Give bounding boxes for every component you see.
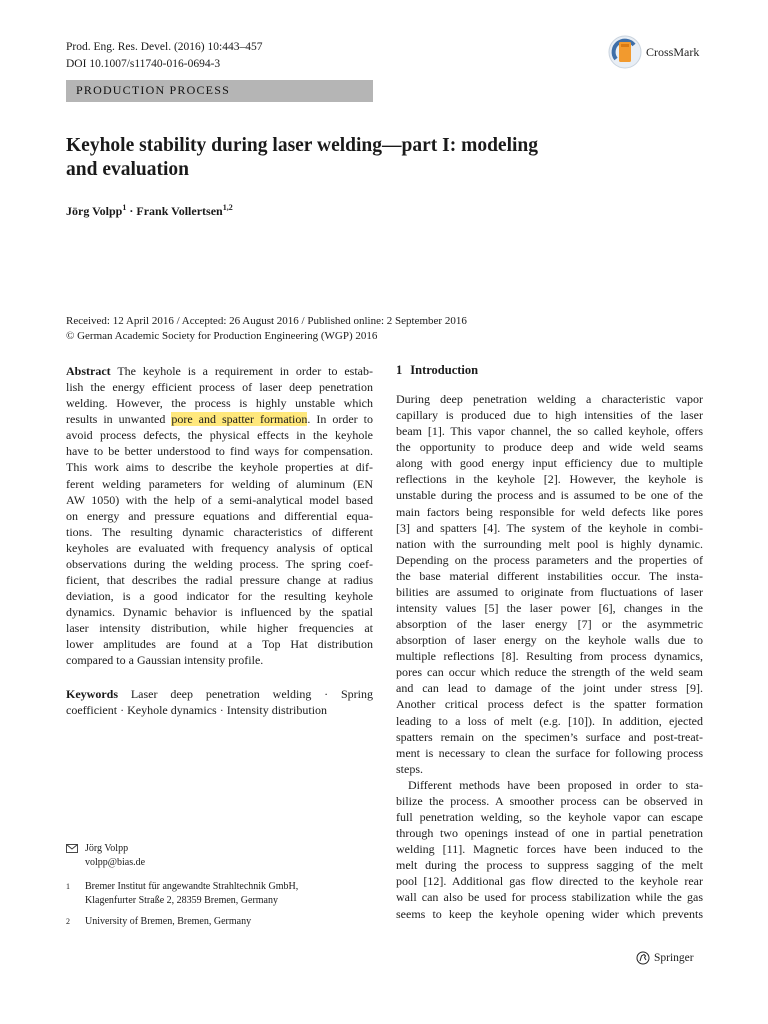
body-line: welding [11]. Magnetic forces have been induced to the: [396, 842, 703, 857]
affiliation-number: 1: [66, 882, 70, 891]
affiliation: [66, 915, 373, 929]
section-heading: [396, 363, 478, 378]
abstract-line: have to be better understood to find ways for compensation.: [66, 444, 373, 459]
abstract-line: dynamics. Dynamic behavior is influenced by the spatial: [66, 605, 373, 620]
title-line: and evaluation: [66, 159, 189, 180]
body-line: through two openings instead of one in partial penetration: [396, 826, 703, 841]
section-title: Introduction: [410, 363, 479, 377]
abstract-line: observations during the welding process. The spring coef-: [66, 556, 373, 571]
body-line: multiple reflections [8]. Resulting from process dynamics,: [396, 649, 703, 664]
copyright: © German Academic Society for Production Engineering (WGP) 2016: [66, 330, 378, 342]
abstract: [66, 363, 373, 668]
keywords: [66, 686, 373, 718]
body-line: reflections in the keyhole [2]. However, the keyhole is: [396, 472, 703, 487]
publication-dates: [66, 314, 467, 344]
body-line: [3] and spatters [4]. The system of the keyhole in combi-: [396, 520, 703, 535]
abstract-line: keyholes are evaluated with frequency analysis of optical: [66, 540, 373, 555]
abstract-line: results in unwanted pore and spatter formation. In order to: [66, 412, 373, 427]
body-line: along with good energy input efficiency due to multiple: [396, 456, 703, 471]
body-line: pores can occur which reduce the strength of the weld seam: [396, 665, 703, 680]
contact-email[interactable]: volpp@bias.de: [85, 856, 146, 868]
body-line: pool [12]. Additional gas flow directed to the keyhole rear: [396, 874, 703, 889]
abstract-line: deviation, is a good indicator for the resulting keyhole: [66, 589, 373, 604]
body-line: ment is necessary to clean the surface for following process: [396, 745, 703, 760]
body-line: main factors being responsible for weld defects like pores: [396, 504, 703, 519]
affiliation-line: Klagenfurter Straße 2, 28359 Bremen, Germany: [85, 894, 278, 906]
envelope-icon: [66, 844, 78, 853]
publisher-name: Springer: [654, 952, 694, 964]
highlighted-text[interactable]: pore and spatter formation: [171, 412, 308, 427]
abstract-label: Abstract: [66, 364, 111, 378]
abstract-line: This work aims to describe the keyhole properties at dif-: [66, 460, 373, 475]
body-line: spatters remain on the specimen’s surface and post-treat-: [396, 729, 703, 744]
abstract-line: laser intensity distribution, while higher frequencies at: [66, 621, 373, 636]
abstract-line: compared to a Gaussian intensity profile.: [66, 653, 264, 668]
body-line: steps.: [396, 761, 423, 776]
keywords-label: Keywords: [66, 687, 118, 701]
keywords-line: coefficient · Keyhole dynamics · Intensity distribution: [66, 703, 328, 718]
keywords-line: Keywords Laser deep penetration welding · Spring: [66, 687, 373, 701]
crossmark-badge[interactable]: [608, 32, 699, 72]
section-number: 1: [396, 363, 403, 377]
body-line: and can lead to damage of the joint under stress [9].: [396, 681, 703, 696]
footnotes: [66, 842, 373, 929]
body-line: bilize the process. A smoother process can be observed in: [396, 793, 703, 808]
introduction-body: [396, 391, 703, 922]
body-line: unstable during the process and is assumed to be one of the: [396, 488, 703, 503]
abstract-line: ferent welding parameters for welding of aluminum (EN: [66, 476, 373, 491]
section-band: [66, 80, 373, 102]
author-list: [66, 203, 233, 219]
body-line: full penetration welding, so the keyhole vapor can escape: [396, 810, 703, 825]
author-affiliation-mark: 1,2: [222, 203, 233, 212]
body-line: wall can also be used for process stabilization while the gas: [396, 890, 703, 905]
corresponding-author: [66, 842, 373, 869]
affiliation: [66, 880, 373, 907]
body-line: intensity values [5] the laser power [6], changes in the: [396, 601, 703, 616]
author-affiliation-mark: 1: [122, 203, 127, 212]
publisher-logo: [636, 951, 694, 965]
abstract-line: lish the energy efficient process of laser deep penetration: [66, 380, 373, 395]
author-separator: ·: [126, 204, 137, 218]
body-line: leading to a loss of melt (e.g. [10]). In addition, ejected: [396, 713, 703, 728]
affiliation-line: Bremer Institut für angewandte Strahltechnik GmbH,: [85, 881, 299, 892]
journal-citation: Prod. Eng. Res. Devel. (2016) 10:443–457: [66, 41, 263, 53]
author-name[interactable]: Frank Vollertsen: [136, 204, 223, 218]
abstract-line: ficient, that describes the radial pressure change at radius: [66, 573, 373, 588]
body-line: absorption of laser energy on the keyhole walls due to: [396, 633, 703, 648]
affiliation-line: University of Bremen, Bremen, Germany: [85, 916, 252, 927]
abstract-line: welding. However, the process is highly unstable which: [66, 396, 373, 411]
abstract-line: tions. The resulting dynamic characteristics of different: [66, 524, 373, 539]
abstract-line: AW 1050) with the help of a semi-analytical model based: [66, 492, 373, 507]
body-line: capillary is produced due to high intensities of the laser: [396, 408, 703, 423]
body-line: beam [1]. This vapor channel, the so called keyhole, offers: [396, 424, 703, 439]
history-dates: Received: 12 April 2016 / Accepted: 26 August 2016 / Published online: 2 September 2016: [66, 315, 467, 327]
contact-name: Jörg Volpp: [85, 843, 129, 854]
body-line: nation with the surrounding melt pool is highly dynamic.: [396, 536, 703, 551]
title-line: Keyhole stability during laser welding—part I: modeling: [66, 135, 538, 156]
body-line: absorption of the laser energy [7] or the asymmetric: [396, 617, 703, 632]
body-line: Different methods have been proposed in order to sta-: [408, 777, 703, 792]
body-line: the opportunity to produce deep and wide weld seams: [396, 440, 703, 455]
springer-horse-icon: [636, 951, 650, 965]
body-line: the base material different instabilities occur. The insta-: [396, 568, 703, 583]
body-line: Another critical process defect is the spatter formation: [396, 697, 703, 712]
abstract-line: lower amplitudes are found at a Top Hat distribution: [66, 637, 373, 652]
abstract-line: on energy and pressure equations and differential equa-: [66, 508, 373, 523]
crossmark-label: CrossMark: [646, 44, 700, 59]
affiliation-number: 2: [66, 917, 70, 926]
author-name[interactable]: Jörg Volpp: [66, 204, 123, 218]
section-label: PRODUCTION PROCESS: [76, 83, 230, 97]
crossmark-icon: [608, 35, 642, 69]
body-line: During deep penetration welding a characteristic vapor: [396, 392, 703, 406]
journal-header: [66, 39, 262, 73]
abstract-line: avoid process defects, the physical effects in the keyhole: [66, 428, 373, 443]
body-line: Depending on the process parameters and the properties of: [396, 552, 703, 567]
abstract-line: Abstract The keyhole is a requirement in order to estab-: [66, 364, 373, 378]
body-line: melt during the process to suppress sagging of the melt: [396, 858, 703, 873]
body-line: bilities are assumed to originate from fluctuations of laser: [396, 584, 703, 599]
body-line: seems to keep the keyhole opening wider which prevents: [396, 906, 703, 921]
doi[interactable]: DOI 10.1007/s11740-016-0694-3: [66, 58, 221, 70]
article-title: [66, 134, 686, 182]
